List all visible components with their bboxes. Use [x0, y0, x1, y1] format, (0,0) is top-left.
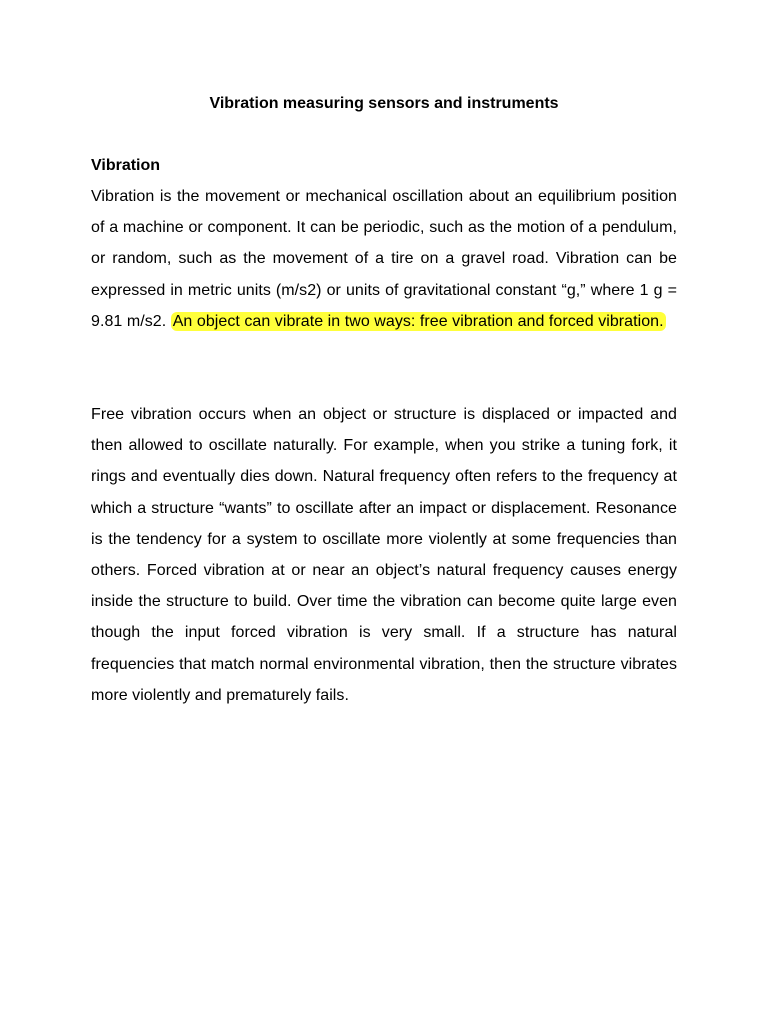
paragraph-intro: [91, 181, 677, 337]
paragraph-free-vibration: Free vibration occurs when an object or structure is displaced or impacted and then allowed to oscillate naturally. For example, when you strike a tuning fork, it rings and eventually dies down. Natural frequency often refers to the frequency at which a structure “wants” to oscillate after an impact or displacement. Resonance is the tendency for a system to oscillate more violently at some frequencies than others. Forced vibration at or near an object’s natural frequency causes energy inside the structure to build. Over time the vibration can become quite large even though the input forced vibration is very small. If a structure has natural frequencies that match normal environmental vibration, then the structure vibrates more violently and prematurely fails.: [91, 406, 677, 704]
section-heading: Vibration: [91, 157, 161, 174]
document-title: Vibration measuring sensors and instruments: [209, 95, 559, 112]
paragraph-intro-text: Vibration is the movement or mechanical oscillation about an equilibrium position of a machine or component. It can be periodic, such as the motion of a pendulum, or random, such as the movement of a tire on a gravel road. Vibration can be expressed in metric units (m/s2) or units of gravitational constant “g,” where 1 g = 9.81 m/s2.: [91, 188, 677, 330]
highlighted-text: An object can vibrate in two ways: free vibration and forced vibration.: [172, 312, 664, 330]
